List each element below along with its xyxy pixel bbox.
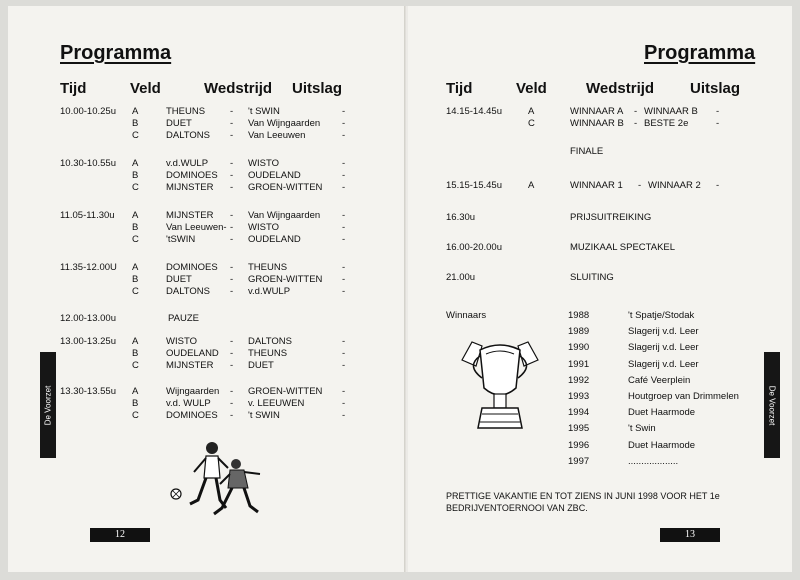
side-tab-label: De Voorzet xyxy=(43,385,53,425)
event-label: MUZIKAAL SPECTAKEL xyxy=(570,242,676,253)
field-letter: A xyxy=(132,386,139,397)
away-team: WINNAAR B xyxy=(644,106,698,117)
home-team: v.d.WULP xyxy=(166,158,209,169)
away-team: Van Wijngaarden xyxy=(248,118,321,129)
home-team: 'tSWIN xyxy=(166,234,196,245)
result-placeholder: - xyxy=(342,130,346,141)
football-players-illustration xyxy=(168,438,268,520)
slot-time: 11.35-12.00U xyxy=(60,262,117,273)
field-letter: C xyxy=(528,118,535,129)
winner-name: Slagerij v.d. Leer xyxy=(628,342,699,354)
match-dash: - xyxy=(638,180,642,191)
field-letter: B xyxy=(132,118,139,129)
winner-name: Slagerij v.d. Leer xyxy=(628,358,699,370)
result-placeholder: - xyxy=(342,348,346,359)
side-tab xyxy=(764,352,780,458)
final-home: WINNAAR 1 xyxy=(570,180,623,191)
field-letter: B xyxy=(132,170,139,181)
away-team: OUDELAND xyxy=(248,234,301,245)
home-team: Van Leeuwen- xyxy=(166,222,227,233)
result-placeholder: - xyxy=(342,222,346,233)
header-time: Tijd xyxy=(446,80,473,97)
winner-year: 1994 xyxy=(568,407,590,419)
winner-year: 1997 xyxy=(568,455,590,467)
away-team: v.d.WULP xyxy=(248,286,291,297)
match-dash: - xyxy=(230,106,234,117)
home-team: MIJNSTER xyxy=(166,360,214,371)
match-dash: - xyxy=(230,410,234,421)
slot-time: 10.00-10.25u xyxy=(60,106,116,117)
winners-label: Winnaars xyxy=(446,310,487,321)
event-time: 21.00u xyxy=(446,272,476,283)
match-dash: - xyxy=(230,158,234,169)
right-page xyxy=(408,6,792,572)
event-label: PRIJSUITREIKING xyxy=(570,212,652,223)
home-team: WINNAAR B xyxy=(570,118,624,129)
away-team: BESTE 2e xyxy=(644,118,689,129)
home-team: DOMINOES xyxy=(166,262,218,273)
away-team: Van Leeuwen xyxy=(248,130,306,141)
match-dash: - xyxy=(634,106,638,117)
home-team: WINNAAR A xyxy=(570,106,624,117)
result-placeholder: - xyxy=(342,410,346,421)
match-dash: - xyxy=(230,118,234,129)
result-placeholder: - xyxy=(342,274,346,285)
field-letter: C xyxy=(132,234,139,245)
away-team: OUDELAND xyxy=(248,170,301,181)
home-team: THEUNS xyxy=(166,106,206,117)
away-team: GROEN-WITTEN xyxy=(248,274,323,285)
pause-time: 12.00-13.00u xyxy=(60,313,116,324)
away-team: DALTONS xyxy=(248,336,292,347)
winner-name: 't Swin xyxy=(628,423,656,435)
field-letter: C xyxy=(132,360,139,371)
winner-year: 1996 xyxy=(568,439,590,451)
winner-name: Café Veerplein xyxy=(628,374,691,386)
home-team: DUET xyxy=(166,274,192,285)
away-team: THEUNS xyxy=(248,348,288,359)
away-team: THEUNS xyxy=(248,262,288,273)
away-team: GROEN-WITTEN xyxy=(248,182,323,193)
winner-name: ................... xyxy=(628,455,679,467)
trophy-illustration xyxy=(452,336,548,446)
result-placeholder: - xyxy=(342,336,346,347)
page-title: Programma xyxy=(644,42,756,64)
result-placeholder: - xyxy=(342,118,346,129)
match-dash: - xyxy=(634,118,638,129)
final-away: WINNAAR 2 xyxy=(648,180,701,191)
home-team: Wijngaarden xyxy=(166,386,220,397)
away-team: GROEN-WITTEN xyxy=(248,386,323,397)
result-placeholder: - xyxy=(716,106,720,117)
header-field: Veld xyxy=(516,80,547,97)
winner-year: 1991 xyxy=(568,358,590,370)
winner-year: 1988 xyxy=(568,310,590,321)
result-placeholder: - xyxy=(342,170,346,181)
winner-name: Duet Haarmode xyxy=(628,439,696,451)
home-team: MIJNSTER xyxy=(166,182,214,193)
home-team: DOMINOES xyxy=(166,170,218,181)
field-letter: A xyxy=(132,106,139,117)
field-letter: C xyxy=(132,286,139,297)
slot-time: 11.05-11.30u xyxy=(60,210,115,221)
result-placeholder: - xyxy=(716,118,720,129)
page-number: 13 xyxy=(660,528,720,542)
home-team: DUET xyxy=(166,118,192,129)
slot-time: 14.15-14.45u xyxy=(446,106,502,117)
final-label: FINALE xyxy=(570,146,604,157)
away-team: v. LEEUWEN xyxy=(248,398,305,409)
result-placeholder: - xyxy=(342,158,346,169)
result-placeholder: - xyxy=(342,286,346,297)
event-time: 16.00-20.00u xyxy=(446,242,502,253)
result-placeholder: - xyxy=(342,182,346,193)
away-team: DUET xyxy=(248,360,274,371)
winner-name: Slagerij v.d. Leer xyxy=(628,326,699,338)
field-letter: C xyxy=(132,182,139,193)
away-team: Van Wijngaarden xyxy=(248,210,321,221)
home-team: WISTO xyxy=(166,336,197,347)
match-dash: - xyxy=(230,336,234,347)
home-team: v.d. WULP xyxy=(166,398,211,409)
field-letter: B xyxy=(132,222,139,233)
header-field: Veld xyxy=(130,80,161,97)
field-letter: A xyxy=(132,336,139,347)
left-page xyxy=(8,6,407,572)
match-dash: - xyxy=(230,222,234,233)
match-dash: - xyxy=(230,274,234,285)
side-tab-label: De Voorzet xyxy=(767,385,777,425)
match-dash: - xyxy=(230,286,234,297)
result-placeholder: - xyxy=(342,360,346,371)
result-placeholder: - xyxy=(342,210,346,221)
away-team: WISTO xyxy=(248,222,279,233)
match-dash: - xyxy=(230,170,234,181)
match-dash: - xyxy=(230,210,234,221)
result-placeholder: - xyxy=(342,386,346,397)
home-team: MIJNSTER xyxy=(166,210,214,221)
away-team: 't SWIN xyxy=(248,410,280,421)
header-match: Wedstrijd xyxy=(586,80,655,97)
header-result: Uitslag xyxy=(292,80,343,97)
home-team: DOMINOES xyxy=(166,410,218,421)
side-tab xyxy=(40,352,56,458)
final-field: A xyxy=(528,180,535,191)
page-number: 12 xyxy=(90,528,150,542)
field-letter: A xyxy=(132,158,139,169)
match-dash: - xyxy=(230,234,234,245)
home-team: DALTONS xyxy=(166,286,210,297)
result-placeholder: - xyxy=(342,398,346,409)
match-dash: - xyxy=(230,130,234,141)
pause-label: PAUZE xyxy=(168,313,199,324)
winner-name: 't Spatje/Stodak xyxy=(628,310,695,321)
field-letter: B xyxy=(132,274,139,285)
slot-time: 13.00-13.25u xyxy=(60,336,116,347)
winner-name: Houtgroep van Drimmelen xyxy=(628,391,739,402)
result-placeholder: - xyxy=(342,106,346,117)
field-letter: A xyxy=(132,210,139,221)
field-letter: A xyxy=(528,106,535,117)
home-team: DALTONS xyxy=(166,130,210,141)
result-placeholder: - xyxy=(342,262,346,273)
winner-year: 1995 xyxy=(568,423,590,435)
field-letter: C xyxy=(132,130,139,141)
match-dash: - xyxy=(230,386,234,397)
header-result: Uitslag xyxy=(690,80,741,97)
page-title: Programma xyxy=(60,42,172,64)
final-result: - xyxy=(716,180,720,191)
header-time: Tijd xyxy=(60,80,87,97)
match-dash: - xyxy=(230,262,234,273)
match-dash: - xyxy=(230,398,234,409)
away-team: WISTO xyxy=(248,158,279,169)
header-match: Wedstrijd xyxy=(204,80,273,97)
slot-time: 10.30-10.55u xyxy=(60,158,116,169)
field-letter: B xyxy=(132,348,139,359)
winner-year: 1993 xyxy=(568,391,590,402)
away-team: 't SWIN xyxy=(248,106,280,117)
result-placeholder: - xyxy=(342,234,346,245)
match-dash: - xyxy=(230,182,234,193)
event-label: SLUITING xyxy=(570,272,614,283)
match-dash: - xyxy=(230,360,234,371)
match-dash: - xyxy=(230,348,234,359)
field-letter: B xyxy=(132,398,139,409)
field-letter: A xyxy=(132,262,139,273)
winner-year: 1990 xyxy=(568,342,590,354)
field-letter: C xyxy=(132,410,139,421)
event-time: 16.30u xyxy=(446,212,476,223)
winner-year: 1992 xyxy=(568,374,590,386)
final-time: 15.15-15.45u xyxy=(446,180,502,191)
home-team: OUDELAND xyxy=(166,348,219,359)
slot-time: 13.30-13.55u xyxy=(60,386,116,397)
winner-year: 1989 xyxy=(568,326,590,338)
closing-message: PRETTIGE VAKANTIE EN TOT ZIENS IN JUNI 1998 VOOR HET 1e BEDRIJVENTOERNOOI VAN ZBC. xyxy=(446,491,720,513)
winner-name: Duet Haarmode xyxy=(628,407,696,419)
